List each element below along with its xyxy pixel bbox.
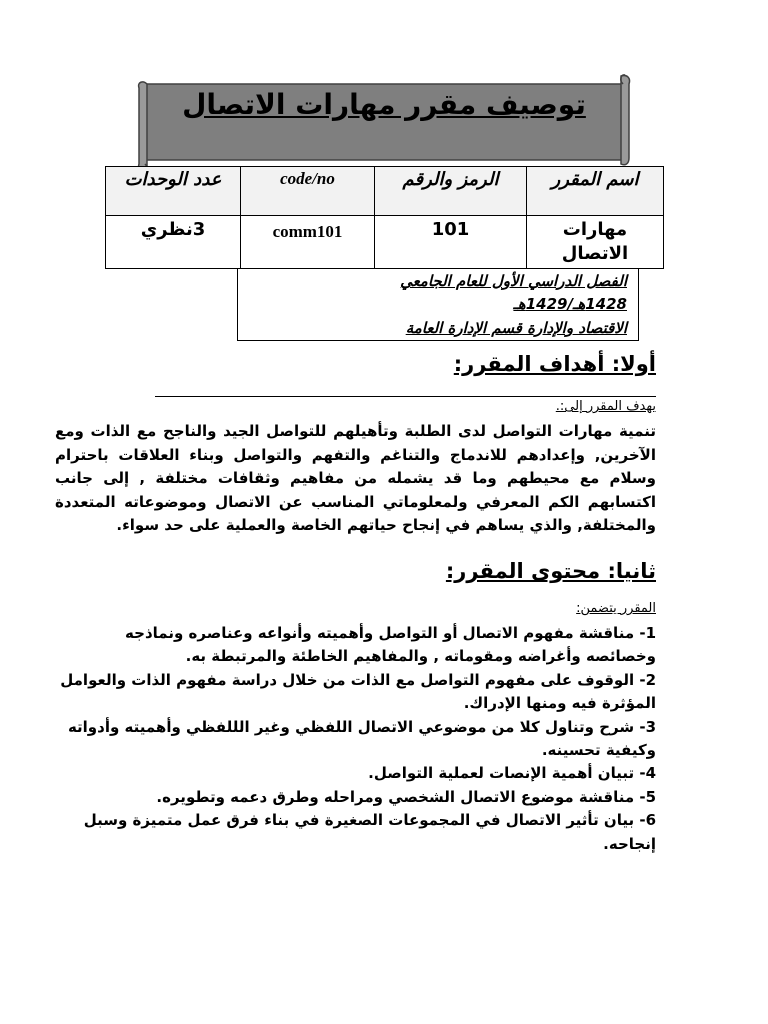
page-title: توصيف مقرر مهارات الاتصال bbox=[182, 88, 586, 121]
content-subhead: المقرر يتضمن: bbox=[576, 601, 656, 616]
list-item: 4- تبيان أهمية الإنصات لعملية التواصل. bbox=[368, 764, 656, 783]
semester-line-3: الاقتصاد والإدارة قسم الإدارة العامة bbox=[405, 319, 627, 337]
list-item: 3- شرح وتناول كلا من موضوعي الاتصال اللفظي وغير الللفظي وأهميته وأدواته وكيفية تحسينه. bbox=[67, 717, 656, 760]
header-code: code/no bbox=[241, 167, 375, 216]
table-header-row bbox=[106, 167, 664, 216]
objectives-subhead: يهدف المقرر إلى:. bbox=[555, 399, 656, 414]
title-scroll-banner bbox=[135, 72, 633, 172]
semester-line-1: الفصل الدراسي الأول للعام الجامعي bbox=[400, 272, 627, 290]
cell-course-name: مهارات الاتصال bbox=[527, 216, 664, 269]
list-item: 5- مناقشة موضوع الاتصال الشخصي ومراحله وطرق دعمه وتطويره. bbox=[156, 787, 656, 806]
header-symbol-number: الرمز والرقم bbox=[375, 167, 527, 216]
list-item: 2- الوقوف على مفهوم التواصل مع الذات من خلال دراسة مفهوم الذات والعوامل المؤثرة فيه ومنها الإدراك. bbox=[60, 670, 656, 713]
list-item: 1- مناقشة مفهوم الاتصال أو التواصل وأهميته وأنواعه وعناصره ونماذجه وخصائصه وأغراضه ومقوماته , والمفاهيم الخاطئة والمرتبطة به. bbox=[125, 624, 656, 666]
header-course-name: اسم المقرر bbox=[527, 167, 664, 216]
table-row bbox=[106, 216, 664, 269]
section-objectives-title: أولا: أهداف المقرر: bbox=[453, 352, 656, 376]
cell-units: 3نظري bbox=[106, 216, 241, 269]
cell-course-number: 101 bbox=[375, 216, 527, 269]
section-content-title: ثانيا: محتوى المقرر: bbox=[445, 559, 656, 583]
semester-line-2: 1428هـ/1429هـ bbox=[513, 295, 627, 313]
objectives-text: تنمية مهارات التواصل لدى الطلبة وتأهيلهم للتواصل الجيد والناجح مع الذات ومع الآخرين, وإعدادهم للاندماج والتناغم والتفهم والتواصل وبناء العلاقات باحترام وسلام مع محيطهم وما قد يشمله من مفاهيم وثقافات مختلفة , إلى جانب اكتسابهم الكم المعرفي ولمعلوماتي المناسب عن الاتصال وموضوعاته المتعددة والمختلفة, والذي يساهم في إنجاح حياتهم الخاصة والعملية على حد سواء. bbox=[55, 422, 656, 535]
cell-course-code: comm101 bbox=[241, 216, 375, 269]
content-list bbox=[60, 622, 656, 856]
list-item: 6- بيان تأثير الاتصال في المجموعات الصغيرة في بناء فرق عمل متميزة وسبل إنجاحه. bbox=[83, 811, 656, 853]
header-units: عدد الوحدات bbox=[106, 167, 241, 216]
course-info-table bbox=[105, 166, 664, 269]
divider bbox=[155, 396, 656, 397]
